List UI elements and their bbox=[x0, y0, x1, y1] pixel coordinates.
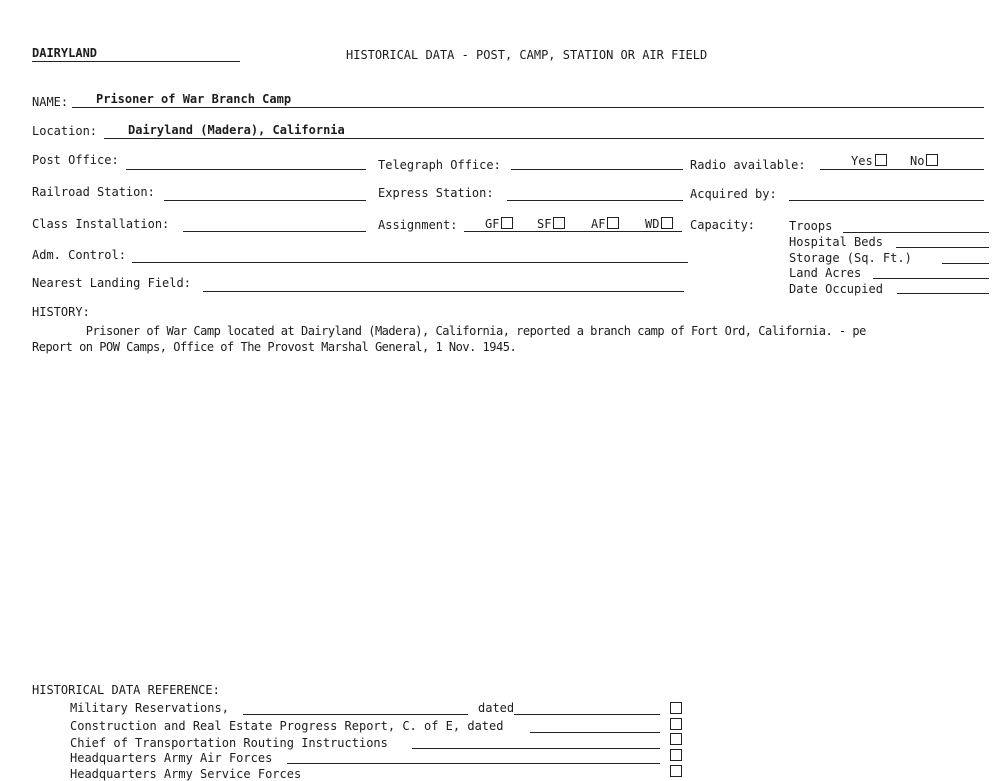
capacity-acres-label: Land Acres bbox=[789, 266, 862, 280]
location-value: Dairyland (Madera), California bbox=[128, 123, 345, 137]
radio-no-option[interactable] bbox=[910, 154, 938, 168]
post-office-label: Post Office: bbox=[32, 153, 119, 167]
assignment-line bbox=[464, 231, 682, 232]
radio-yes-option[interactable] bbox=[851, 154, 887, 168]
ref-hq-asf-checkbox[interactable] bbox=[668, 765, 682, 779]
radio-label: Radio available: bbox=[690, 158, 806, 172]
adm-line bbox=[132, 262, 688, 263]
assignment-sf-checkbox[interactable] bbox=[553, 217, 565, 229]
ref-military-line bbox=[243, 714, 468, 715]
radio-no-label: No bbox=[910, 154, 925, 168]
name-label: NAME: bbox=[32, 95, 69, 109]
capacity-storage-label: Storage (Sq. Ft.) bbox=[789, 251, 912, 265]
history-label: HISTORY: bbox=[32, 305, 90, 319]
ref-hq-aaf-box[interactable] bbox=[670, 749, 682, 761]
assignment-wd-label: WD bbox=[645, 217, 660, 231]
history-line-1: Prisoner of War Camp located at Dairyland (Madera), California, reported a branch camp of Fort Ord, California. - pe bbox=[32, 324, 866, 338]
ref-dated-label: dated bbox=[478, 701, 515, 715]
assignment-gf[interactable] bbox=[485, 217, 513, 231]
capacity-beds-line bbox=[896, 247, 989, 248]
radio-yes-checkbox[interactable] bbox=[875, 154, 887, 166]
ref-hq-asf-box[interactable] bbox=[670, 765, 682, 777]
express-label: Express Station: bbox=[378, 186, 494, 200]
acquired-line bbox=[789, 200, 984, 201]
ref-transport-box[interactable] bbox=[670, 733, 682, 745]
ref-military-checkbox[interactable] bbox=[668, 702, 682, 716]
capacity-acres-line bbox=[873, 278, 989, 279]
telegraph-line bbox=[511, 169, 683, 170]
assignment-label: Assignment: bbox=[378, 218, 458, 232]
capacity-troops-line bbox=[843, 232, 989, 233]
assignment-af[interactable] bbox=[591, 217, 619, 231]
telegraph-label: Telegraph Office: bbox=[378, 158, 501, 172]
form-title: HISTORICAL DATA - POST, CAMP, STATION OR AIR FIELD bbox=[346, 48, 708, 62]
assignment-gf-label: GF bbox=[485, 217, 500, 231]
assignment-gf-checkbox[interactable] bbox=[501, 217, 513, 229]
railroad-line bbox=[164, 200, 366, 201]
ref-military-box[interactable] bbox=[670, 702, 682, 714]
class-line bbox=[183, 231, 366, 232]
ref-transport-checkbox[interactable] bbox=[668, 733, 682, 747]
radio-no-checkbox[interactable] bbox=[926, 154, 938, 166]
ref-hq-aaf-checkbox[interactable] bbox=[668, 749, 682, 763]
express-line bbox=[507, 200, 683, 201]
location-line bbox=[104, 138, 984, 139]
capacity-date-label: Date Occupied bbox=[789, 282, 883, 296]
radio-line bbox=[820, 169, 984, 170]
ref-construction-label: Construction and Real Estate Progress Report, C. of E, dated bbox=[70, 719, 504, 733]
place-underline bbox=[32, 61, 240, 62]
ref-construction-checkbox[interactable] bbox=[668, 718, 682, 732]
history-line-2: Report on POW Camps, Office of The Provost Marshal General, 1 Nov. 1945. bbox=[32, 340, 517, 354]
class-label: Class Installation: bbox=[32, 217, 170, 231]
assignment-sf-label: SF bbox=[537, 217, 552, 231]
ref-construction-line bbox=[530, 732, 660, 733]
capacity-beds-label: Hospital Beds bbox=[789, 235, 883, 249]
capacity-storage-line bbox=[942, 263, 989, 264]
place-name: DAIRYLAND bbox=[32, 46, 98, 60]
adm-label: Adm. Control: bbox=[32, 248, 126, 262]
reference-label: HISTORICAL DATA REFERENCE: bbox=[32, 683, 220, 697]
name-value: Prisoner of War Branch Camp bbox=[96, 92, 292, 106]
ref-construction-box[interactable] bbox=[670, 718, 682, 730]
ref-hq-aaf-label: Headquarters Army Air Forces bbox=[70, 751, 273, 765]
assignment-sf[interactable] bbox=[537, 217, 565, 231]
name-line bbox=[72, 107, 984, 108]
assignment-wd[interactable] bbox=[645, 217, 673, 231]
post-office-line bbox=[126, 169, 366, 170]
assignment-af-label: AF bbox=[591, 217, 606, 231]
ref-hq-aaf-line bbox=[287, 763, 660, 764]
ref-military-label: Military Reservations, bbox=[70, 701, 229, 715]
ref-transport-line bbox=[412, 748, 660, 749]
landing-label: Nearest Landing Field: bbox=[32, 276, 191, 290]
landing-line bbox=[203, 291, 684, 292]
capacity-troops-label: Troops bbox=[789, 219, 833, 233]
railroad-label: Railroad Station: bbox=[32, 185, 155, 199]
assignment-af-checkbox[interactable] bbox=[607, 217, 619, 229]
capacity-label: Capacity: bbox=[690, 218, 756, 232]
capacity-date-line bbox=[897, 293, 989, 294]
assignment-wd-checkbox[interactable] bbox=[661, 217, 673, 229]
radio-yes-label: Yes bbox=[851, 154, 873, 168]
ref-dated-line bbox=[514, 714, 660, 715]
ref-transport-label: Chief of Transportation Routing Instructions bbox=[70, 736, 388, 750]
ref-hq-asf-label: Headquarters Army Service Forces bbox=[70, 767, 302, 781]
location-label: Location: bbox=[32, 124, 98, 138]
acquired-label: Acquired by: bbox=[690, 187, 777, 201]
